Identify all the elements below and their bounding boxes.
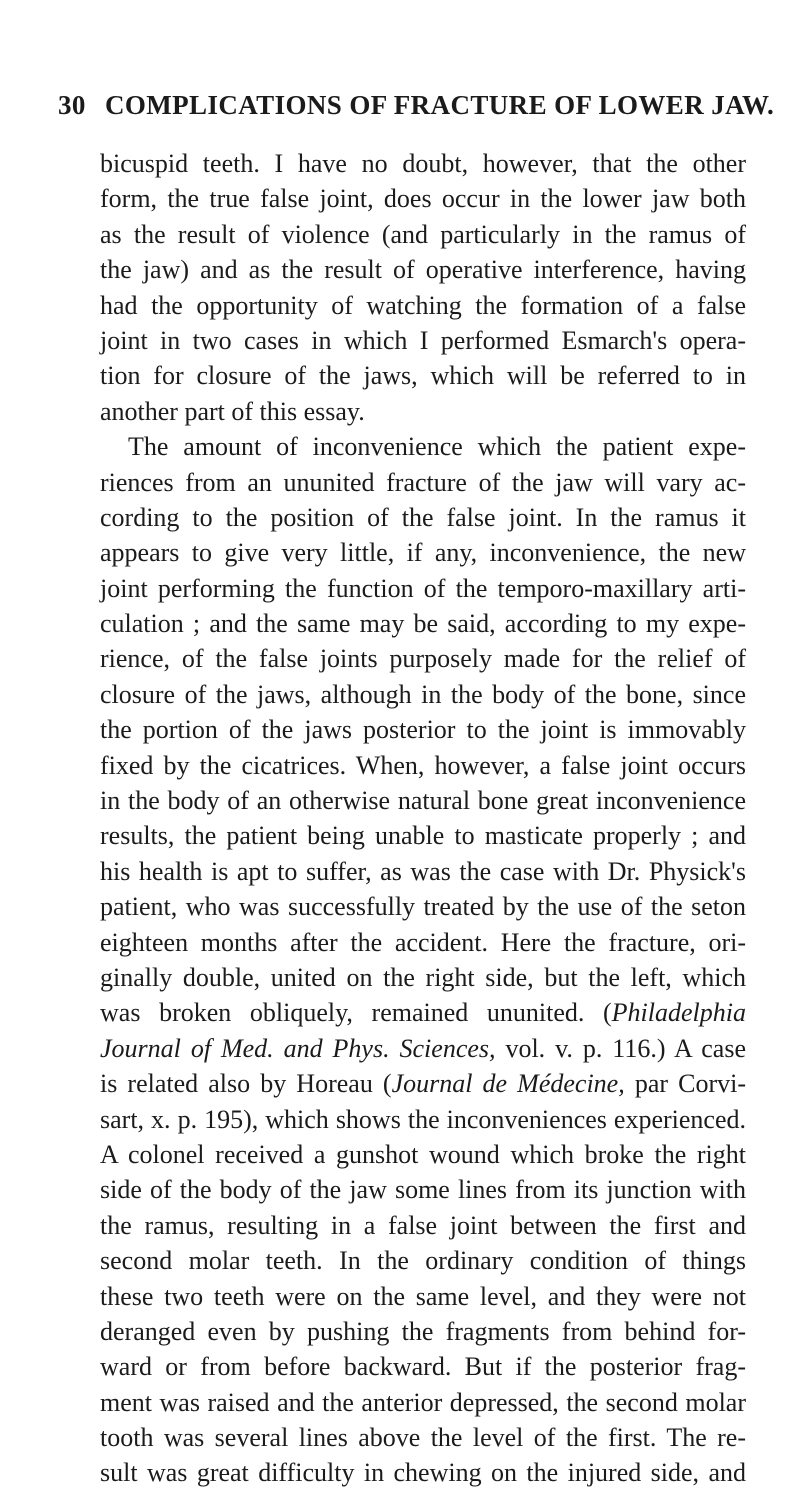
text-line <box>100 854 746 889</box>
text-segment: The amount of inconvenience which the patient expe- <box>128 432 746 462</box>
text-segment: joint in two cases in which I performed Esmarch's opera- <box>100 325 746 355</box>
text-line <box>100 1031 746 1066</box>
text-line <box>100 217 746 252</box>
text-line <box>100 818 746 853</box>
text-line <box>100 925 746 960</box>
running-title: COMPLICATIONS OF FRACTURE OF LOWER JAW. <box>104 90 775 120</box>
text-line <box>100 394 746 429</box>
italic-citation: Philadelphia <box>611 998 746 1028</box>
text-segment: ment was raised and the anterior depressed, the second molar <box>100 1387 746 1417</box>
text-segment: cording to the position of the false joint. In the ramus it <box>100 502 746 532</box>
text-segment: side of the body of the jaw some lines from its junction with <box>100 1175 746 1205</box>
text-segment: the ramus, resulting in a false joint between the first and <box>100 1210 746 1240</box>
text-line <box>100 500 746 535</box>
text-line <box>100 252 746 287</box>
text-segment: fixed by the cicatrices. When, however, a false joint occurs <box>100 750 746 780</box>
text-segment: A colonel received a gunshot wound which broke the right <box>100 1139 746 1169</box>
body-text <box>100 146 746 1491</box>
text-segment: patient, who was successfully treated by the use of the seton <box>100 892 746 922</box>
text-line <box>100 748 746 783</box>
text-segment: the portion of the jaws posterior to the joint is immovably <box>100 715 746 745</box>
text-segment: sult was great difficulty in chewing on the injured side, and <box>100 1458 746 1488</box>
text-line <box>100 1102 746 1137</box>
text-segment: eighteen months after the accident. Here the fracture, ori- <box>100 927 746 957</box>
text-line <box>100 889 746 924</box>
text-line <box>100 1243 746 1278</box>
text-segment: in the body of an otherwise natural bone great inconvenience <box>100 786 746 816</box>
italic-citation: Journal de Médecine, <box>391 1069 625 1099</box>
text-segment: form, the true false joint, does occur in the lower jaw both <box>100 184 746 214</box>
text-segment: joint performing the function of the temporo-maxillary arti- <box>100 573 746 603</box>
text-segment: sart, x. p. 195), which shows the inconveniences experienced. <box>100 1104 746 1134</box>
text-segment: culation ; and the same may be said, according to my expe- <box>100 609 746 639</box>
text-line <box>100 606 746 641</box>
text-line <box>100 181 746 216</box>
text-segment: results, the patient being unable to masticate properly ; and <box>100 821 746 851</box>
text-segment: bicuspid teeth. I have no doubt, however, that the other <box>100 149 746 178</box>
text-segment: ginally double, united on the right side, but the left, which <box>100 962 746 992</box>
text-segment: deranged even by pushing the fragments from behind for- <box>100 1316 746 1346</box>
text-segment: as the result of violence (and particularly in the ramus of <box>100 219 746 249</box>
page-number: 30 <box>58 90 86 120</box>
text-line <box>100 960 746 995</box>
text-line <box>100 641 746 676</box>
text-line <box>100 571 746 606</box>
text-line <box>100 535 746 570</box>
text-segment: riences from an ununited fracture of the jaw will vary ac- <box>100 467 746 497</box>
text-segment: tion for closure of the jaws, which will be referred to in <box>100 361 746 391</box>
text-line <box>100 1455 746 1490</box>
running-header <box>58 90 775 121</box>
text-segment: is related also by Horeau ( <box>100 1069 392 1099</box>
text-line <box>100 1208 746 1243</box>
text-line <box>100 465 746 500</box>
text-segment: another part of this essay. <box>100 396 365 426</box>
text-line <box>100 1349 746 1384</box>
text-segment: his health is apt to suffer, as was the case with Dr. Physick's <box>100 856 746 886</box>
text-line <box>100 1172 746 1207</box>
text-segment: rience, of the false joints purposely made for the relief of <box>100 644 746 674</box>
text-line <box>100 995 746 1030</box>
text-line <box>100 146 746 181</box>
text-segment: closure of the jaws, although in the body of the bone, since <box>100 679 746 709</box>
text-segment: had the opportunity of watching the formation of a false <box>100 290 746 320</box>
text-line <box>100 1385 746 1420</box>
text-line <box>100 677 746 712</box>
text-segment: second molar teeth. In the ordinary condition of things <box>100 1246 746 1276</box>
text-segment: par Corvi- <box>624 1069 746 1099</box>
text-segment: tooth was several lines above the level of the first. The re- <box>100 1423 746 1453</box>
italic-citation: Journal of Med. and Phys. Sciences, <box>100 1033 496 1063</box>
text-line <box>100 783 746 818</box>
text-line <box>100 323 746 358</box>
text-line <box>100 358 746 393</box>
text-line <box>100 1314 746 1349</box>
text-line <box>100 1420 746 1455</box>
text-line <box>100 429 746 464</box>
text-line <box>100 712 746 747</box>
text-segment: vol. v. p. 116.) A case <box>495 1033 746 1063</box>
text-line <box>100 1279 746 1314</box>
text-segment: ward or from before backward. But if the posterior frag- <box>100 1352 746 1382</box>
text-line <box>100 1066 746 1101</box>
text-segment: the jaw) and as the result of operative interference, having <box>100 255 746 285</box>
text-line <box>100 288 746 323</box>
text-segment: these two teeth were on the same level, and they were not <box>100 1281 746 1311</box>
text-segment: appears to give very little, if any, inconvenience, the new <box>100 538 746 568</box>
text-line <box>100 1137 746 1172</box>
text-segment: was broken obliquely, remained ununited. ( <box>100 998 612 1028</box>
